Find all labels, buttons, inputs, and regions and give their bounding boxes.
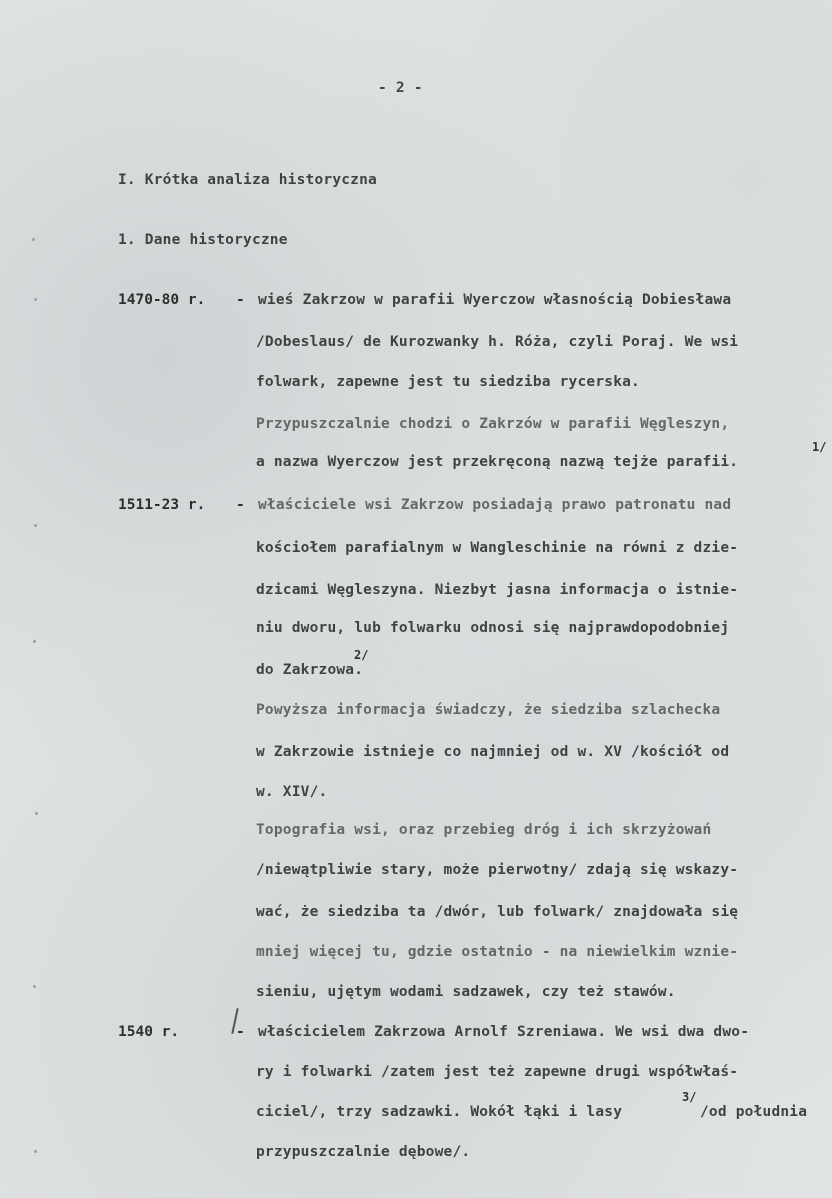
entry-date: 1470-80 r.: [118, 292, 206, 308]
footnote-mark: 3/: [682, 1090, 697, 1104]
paper-speck: [34, 1150, 37, 1153]
footnote-mark: 1/: [812, 440, 827, 454]
footnote-mark: 2/: [354, 648, 369, 662]
paper-speck: [35, 812, 38, 815]
entry-line: Powyższa informacja świadczy, że siedziba szlachecka: [256, 702, 721, 718]
entry-line: do Zakrzowa.: [256, 662, 364, 678]
entry-dash: -: [236, 1024, 245, 1040]
entry-date: 1511-23 r.: [118, 497, 206, 513]
entry-line: /niewątpliwie stary, może pierwotny/ zdają się wskazy-: [256, 862, 739, 878]
entry-line: folwark, zapewne jest tu siedziba rycerska.: [256, 374, 640, 390]
paper-speck: [34, 524, 37, 527]
entry-line: w. XIV/.: [256, 784, 328, 800]
page-number: - 2 -: [378, 80, 423, 96]
entry-line: kościołem parafialnym w Wangleschinie na równi z dzie-: [256, 540, 739, 556]
entry-line: /Dobeslaus/ de Kurozwanky h. Róża, czyli Poraj. We wsi: [256, 334, 739, 350]
paper-speck: [32, 238, 35, 241]
entry-date: 1540 r.: [118, 1024, 180, 1040]
entry-line: Topografia wsi, oraz przebieg dróg i ich skrzyżowań: [256, 822, 712, 838]
entry-line: /od południa: [700, 1104, 808, 1120]
entry-line: Przypuszczalnie chodzi o Zakrzów w parafii Węgleszyn,: [256, 416, 730, 432]
entry-line: wać, że siedziba ta /dwór, lub folwark/ znajdowała się: [256, 904, 739, 920]
entry-line: sieniu, ujętym wodami sadzawek, czy też stawów.: [256, 984, 676, 1000]
entry-dash: -: [236, 497, 245, 513]
entry-line: przypuszczalnie dębowe/.: [256, 1144, 471, 1160]
entry-line: mniej więcej tu, gdzie ostatnio - na niewielkim wznie-: [256, 944, 739, 960]
entry-line: a nazwa Wyerczow jest przekręconą nazwą tejże parafii.: [256, 454, 739, 470]
paper-speck: [34, 298, 37, 301]
entry-line: właściciele wsi Zakrzow posiadają prawo patronatu nad: [258, 497, 732, 513]
paper-speck: [33, 985, 36, 988]
entry-line: właścicielem Zakrzowa Arnolf Szreniawa. We wsi dwa dwo-: [258, 1024, 750, 1040]
entry-dash: -: [236, 292, 245, 308]
entry-line: niu dworu, lub folwarku odnosi się najprawdopodobniej: [256, 620, 730, 636]
entry-line: w Zakrzowie istnieje co najmniej od w. XV /kościół od: [256, 744, 730, 760]
entry-line: ciciel/, trzy sadzawki. Wokół łąki i lasy: [256, 1104, 623, 1120]
section-heading: I. Krótka analiza historyczna: [118, 172, 377, 188]
entry-line: wieś Zakrzow w parafii Wyerczow własnością Dobiesława: [258, 292, 732, 308]
entry-line: ry i folwarki /zatem jest też zapewne drugi współwłaś-: [256, 1064, 739, 1080]
entry-line: dzicami Węgleszyna. Niezbyt jasna informacja o istnie-: [256, 582, 739, 598]
paper-speck: [33, 640, 36, 643]
subsection-heading: 1. Dane historyczne: [118, 232, 288, 248]
